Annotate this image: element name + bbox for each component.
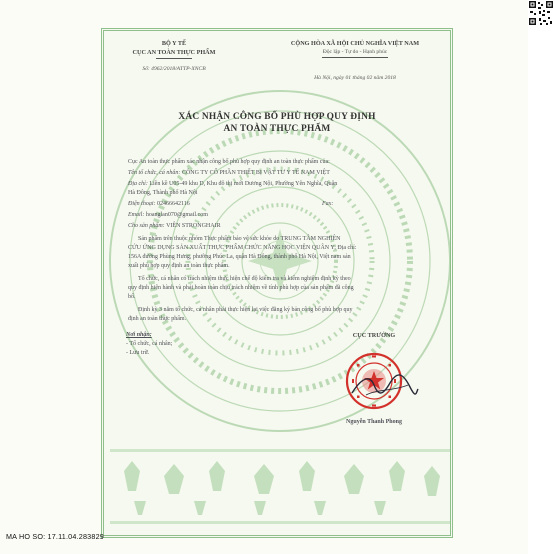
paragraph1-line4: xuất phù hợp quy định an toàn thực phẩm. (128, 263, 230, 269)
org-label: Tên tổ chức, cá nhân: (128, 170, 181, 176)
product-value: VIÊN STRONGHAIR (166, 223, 221, 229)
ministry-name: BỘ Y TẾ (161, 40, 187, 47)
paragraph1-line2: CỨU ỨNG DỤNG SẢN XUẤT THỰC PHẨM CHỨC NĂNG HỌC VIỆN QUÂN Y; Địa chỉ: (128, 245, 357, 251)
address-label: Địa chỉ: (128, 181, 148, 187)
email-line (128, 211, 208, 219)
qr-code-icon (528, 0, 554, 26)
org-value: CÔNG TY CỔ PHẦN THIẾT BỊ VẬT TƯ Y TẾ NAM VIỆT (181, 170, 330, 176)
org-line (128, 169, 330, 177)
email-value: hoanglan070@gmail.com (145, 212, 208, 218)
email-label: Email: (128, 212, 145, 218)
recipient-item-2: - Lưu trữ. (126, 350, 150, 356)
signer-title: CỤC TRƯỞNG (352, 332, 396, 339)
header-underline-left (156, 58, 192, 59)
paragraph2-line1: Tổ chức, cá nhân có trách nhiệm thực hiện chế độ kiểm tra và kiểm nghiệm định kỳ theo (138, 276, 351, 282)
place-date: Hà Nội, ngày 01 tháng 02 năm 2018 (314, 75, 396, 81)
address-value-1: Liền kề U05-49 khu D, Khu đô thị mới Dương Nội, Phường Yên Nghĩa, Quận (149, 181, 338, 187)
phone-value: 02466642116 (157, 201, 190, 207)
document-number: Số: 4962/2018/ATTP-XNCB (142, 66, 206, 72)
recipients-label: Nơi nhận: (126, 332, 152, 338)
signature-icon (348, 371, 420, 401)
header-underline-right (322, 57, 388, 58)
phone-line (128, 200, 190, 208)
paragraph2-line3: bố. (128, 294, 136, 300)
fax-label: Fax: (322, 201, 334, 207)
paragraph3-line1: Định kỳ 3 năm tổ chức, cá nhân phải thực hiện lại việc đăng ký bản công bố phù hợp quy (138, 307, 353, 313)
department-name: CỤC AN TOÀN THỰC PHẨM (132, 49, 216, 56)
paragraph3-line2: định an toàn thực phẩm. (128, 316, 187, 322)
intro-text: Cục An toàn thực phẩm xác nhận công bố phù hợp quy định an toàn thực phẩm của: (128, 159, 330, 165)
product-label: Cho sản phẩm: (128, 223, 165, 229)
document-title-line2: AN TOÀN THỰC PHẨM (223, 124, 331, 134)
product-line (128, 222, 221, 230)
republic-name: CỘNG HÒA XÃ HỘI CHỦ NGHĨA VIỆT NAM (290, 40, 420, 47)
signer-name: Nguyễn Thanh Phong (346, 419, 402, 425)
phone-label: Điện thoại: (128, 201, 156, 207)
address-line-1 (128, 180, 337, 188)
right-margin (528, 0, 554, 554)
recipient-item-1: - Tổ chức, cá nhân; (126, 341, 173, 347)
paragraph2-line2: quy định hiện hành và phải hoàn toàn chịu trách nhiệm về tính phù hợp của sản phẩm đã công (128, 285, 354, 291)
certificate-content (104, 31, 450, 535)
address-value-2: Hà Đông, Thành phố Hà Nội (128, 190, 198, 196)
paragraph1-line1: Sản phẩm trên thuộc nhóm Thực phẩm bảo vệ sức khỏe do TRUNG TÂM NGHIÊN (138, 236, 341, 242)
document-title-line1: XÁC NHẬN CÔNG BỐ PHÙ HỢP QUY ĐỊNH (178, 112, 376, 122)
national-motto: Độc lập - Tự do - Hạnh phúc (322, 49, 388, 55)
record-code: MA HO SO: 17.11.04.283829 (6, 532, 104, 541)
paragraph1-line3: 156A đường Phùng Hưng, phường Phúc La, quận Hà Đông, thành phố Hà Nội, Việt nam sản (128, 254, 351, 260)
certificate-frame (101, 28, 453, 538)
